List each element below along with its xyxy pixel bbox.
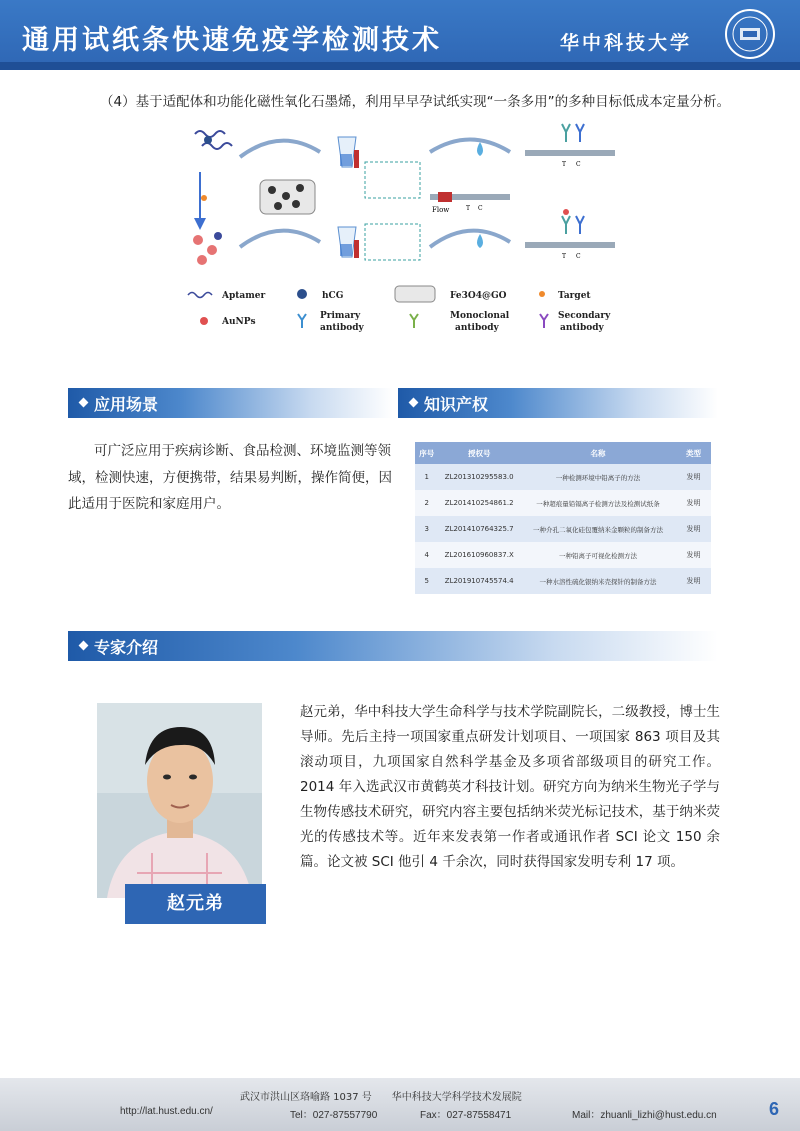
expert-bio: 赵元弟，华中科技大学生命科学与技术学院副院长，二级教授，博士生导师。先后主持一项国家重点研发计划项目、一项国家 863 项目及其滚动项目，九项国家自然科学基金及多项省部级项目的研究工作。2014 年入选武汉市黄鹤英才科技计划。研究方向为纳米生物光子学与生物传感技术研究，研究内容主要包括纳米荧光标记技术，基于纳米荧光的传感技术等。近年来发表第一作者或通讯作者 SCI 论文 150 余篇。论文被 SCI 他引 4 千余次，同时获得国家发明专利 17 项。 bbox=[300, 704, 720, 870]
table-header-cell: 序号 bbox=[415, 442, 438, 464]
expert-photo bbox=[97, 703, 262, 898]
tube-bottom-icon bbox=[338, 227, 359, 258]
diamond-bullet-icon bbox=[79, 398, 89, 408]
table-header-row bbox=[415, 442, 711, 464]
aunp-cluster-icon bbox=[193, 232, 222, 265]
section-title-expert: 专家介绍 bbox=[94, 638, 159, 657]
section-bar-application bbox=[68, 388, 393, 418]
graphene-oxide-icon bbox=[260, 180, 315, 214]
svg-text:Fe3O4@GO: Fe3O4@GO bbox=[450, 291, 507, 301]
svg-text:antibody: antibody bbox=[455, 323, 499, 333]
university-name: 华中科技大学 bbox=[560, 32, 693, 54]
target-icon bbox=[539, 291, 545, 297]
aunp-icon bbox=[200, 317, 208, 325]
svg-text:C: C bbox=[576, 161, 581, 168]
page-footer bbox=[0, 1078, 800, 1131]
diamond-bullet-icon bbox=[79, 641, 89, 651]
target-dot-icon bbox=[201, 195, 207, 201]
table-header-cell: 名称 bbox=[520, 442, 676, 464]
table-row: 2 ZL201410254861.2 一种超痕量铅镉离子检测方法及检测试纸条 发明 bbox=[415, 490, 711, 516]
right-test-strip-top bbox=[525, 124, 615, 168]
svg-text:T: T bbox=[466, 205, 471, 212]
portrait-icon bbox=[97, 703, 262, 898]
footer-mail[interactable]: Mail：zhuanli_lizhi@hust.edu.cn bbox=[572, 1110, 717, 1121]
table-row: 1 ZL201310295583.0 一种检测环境中铅离子的方法 发明 bbox=[415, 464, 711, 490]
svg-text:Secondary: Secondary bbox=[558, 311, 611, 321]
aptamer-icon bbox=[188, 293, 212, 298]
footer-fax: Fax：027-87558471 bbox=[420, 1110, 512, 1121]
patent-table bbox=[415, 442, 711, 594]
hcg-icon bbox=[297, 289, 307, 299]
svg-text:antibody: antibody bbox=[560, 323, 604, 333]
table-header-cell: 类型 bbox=[676, 442, 711, 464]
svg-text:C: C bbox=[478, 205, 483, 212]
svg-text:Flow: Flow bbox=[432, 206, 450, 214]
page-header bbox=[0, 0, 800, 70]
section-bar-ip bbox=[398, 388, 718, 418]
svg-text:Primary: Primary bbox=[320, 311, 361, 321]
page-title: 通用试纸条快速免疫学检测技术 bbox=[22, 25, 442, 56]
fe3o4-go-icon bbox=[395, 286, 435, 302]
intro-text: （4）基于适配体和功能化磁性氧化石墨烯，利用早早孕试纸实现“一条多用”的多种目标低成本定量分析。 bbox=[100, 94, 731, 110]
page-number: 6 bbox=[769, 1099, 780, 1119]
table-row: 4 ZL201610960837.X 一种铅离子可视化检测方法 发明 bbox=[415, 542, 711, 568]
svg-text:Aptamer: Aptamer bbox=[222, 291, 266, 301]
svg-text:hCG: hCG bbox=[322, 291, 344, 301]
section-title-application: 应用场景 bbox=[94, 395, 159, 414]
table-header-cell: 授权号 bbox=[438, 442, 520, 464]
svg-text:Monoclonal: Monoclonal bbox=[450, 311, 510, 321]
svg-text:AuNPs: AuNPs bbox=[222, 317, 256, 327]
footer-tel: Tel：027-87557790 bbox=[290, 1110, 378, 1121]
table-row: 5 ZL201910745574.4 一种水溶性硫化银纳米壳探针的制备方法 发明 bbox=[415, 568, 711, 594]
svg-text:T: T bbox=[562, 161, 567, 168]
svg-text:C: C bbox=[576, 253, 581, 260]
diagram-legend bbox=[188, 286, 611, 333]
expert-name-badge: 赵元弟 bbox=[125, 884, 266, 924]
application-text: 可广泛应用于疾病诊断、食品检测、环境监测等领域，检测快速，方便携带，结果易判断，操作简便，因此适用于医院和家庭用户。 bbox=[68, 443, 392, 512]
secondary-antibody-icon bbox=[540, 314, 548, 328]
center-test-strip bbox=[430, 192, 510, 214]
tube-top-icon bbox=[338, 137, 359, 168]
university-logo-icon bbox=[724, 8, 776, 60]
section-title-ip: 知识产权 bbox=[424, 395, 489, 414]
svg-text:Target: Target bbox=[558, 291, 591, 301]
aptamer-cluster-icon bbox=[195, 131, 232, 149]
droplet-icon bbox=[477, 142, 483, 156]
diamond-bullet-icon bbox=[409, 398, 419, 408]
svg-text:T: T bbox=[562, 253, 567, 260]
primary-antibody-icon bbox=[298, 314, 306, 328]
footer-url[interactable]: http://lat.hust.edu.cn/ bbox=[120, 1106, 213, 1117]
monoclonal-antibody-icon bbox=[410, 314, 418, 328]
table-row: 3 ZL201410764325.7 一种介孔二氧化硅包覆纳米金颗粒的制备方法 发明 bbox=[415, 516, 711, 542]
right-test-strip-bottom bbox=[525, 209, 615, 260]
svg-text:antibody: antibody bbox=[320, 323, 364, 333]
footer-address: 武汉市洪山区珞喻路 1037 号 华中科技大学科学技术发展院 bbox=[240, 1092, 522, 1103]
section-bar-expert bbox=[68, 631, 718, 661]
droplet-icon bbox=[477, 234, 483, 248]
